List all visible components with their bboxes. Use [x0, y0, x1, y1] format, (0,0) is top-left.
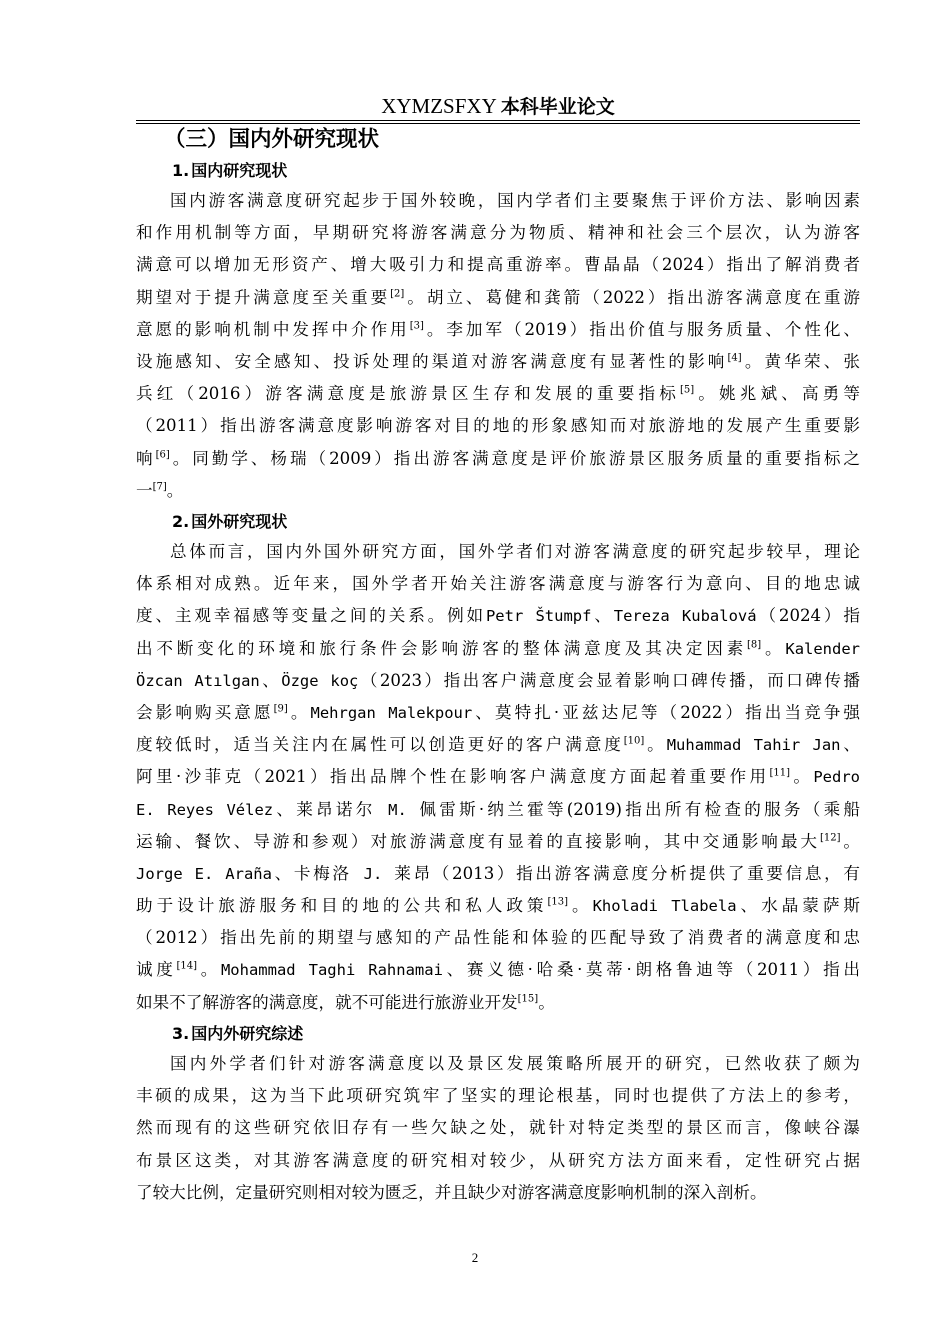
text-line: 会影响购买意愿[9]。Mehrgan Malekpour、莫特扎·亚兹达尼等（2022）指出当竞争强: [136, 702, 861, 722]
citation-marker: [4]: [727, 352, 742, 364]
latin-text: Tereza Kubalová: [613, 607, 757, 626]
section-title: （三）国内外研究现状: [164, 127, 380, 152]
text-line: 丰硕的成果，这为当下此项研究筑牢了坚实的理论根基，同时也提供了方法上的参考，: [136, 1086, 860, 1106]
subsection-number: 3.: [172, 1024, 190, 1043]
text-line: 国内游客满意度研究起步于国外较晚，国内学者们主要聚焦于评价方法、影响因素: [170, 191, 860, 210]
paragraph-foreign: [136, 536, 860, 1019]
citation-marker: [7]: [152, 481, 167, 493]
text-line: 诚度[14]。Mohammad Taghi Rahnamai、赛义德·哈桑·莫蒂·朗格鲁迪等（2011）指出: [136, 960, 860, 980]
latin-text: Petr Štumpf: [485, 607, 592, 626]
text-line: 布景区这类，对其游客满意度的研究相对较少，从研究方法方面来看，定性研究占据: [136, 1150, 860, 1170]
text-line: Özcan Atılgan、Özge koç（2023）指出客户满意度会显着影响口碑传播，而口碑传播: [136, 670, 861, 690]
subsection-title: 国外研究现状: [191, 512, 288, 531]
text-line: E. Reyes Vélez、莱昂诺尔 M. 佩雷斯·纳兰霍等(2019)指出所有检查的服务（乘船: [136, 799, 861, 819]
text-line: 出不断变化的环境和旅行条件会影响游客的整体满意度及其决定因素[8]。Kalender: [136, 638, 861, 658]
header-code: XYMZSFXY: [381, 94, 497, 118]
latin-text: Mehrgan Malekpour: [310, 703, 473, 722]
text-line: 兵红（2016）游客满意度是旅游景区生存和发展的重要指标[5]。姚兆斌、高勇等: [136, 384, 861, 404]
text-line: 如果不了解游客的满意度，就不可能进行旅游业开发[15]。: [136, 992, 555, 1012]
latin-text: E. Reyes Vélez: [136, 800, 274, 819]
subsection-heading-3: [172, 1020, 303, 1048]
latin-text: Muhammad Tahir Jan: [666, 736, 841, 755]
text-line: 总体而言，国内外国外研究方面，国外学者们对游客满意度的研究起步较早，理论: [170, 542, 860, 561]
page-header: [136, 92, 860, 121]
latin-text: Jorge E. Araña: [136, 864, 272, 883]
latin-text: Pedro: [813, 768, 860, 787]
citation-marker: [10]: [623, 735, 645, 747]
text-line: 体系相对成熟。近年来，国外学者开始关注游客满意度与游客行为意向、目的地忠诚: [136, 574, 860, 594]
header-title: 本科毕业论文: [500, 96, 615, 118]
citation-marker: [15]: [517, 993, 539, 1005]
text-line: 运输、餐饮、导游和参观）对旅游满意度有显着的直接影响，其中交通影响最大[12]。: [136, 831, 861, 851]
text-line: 阿里·沙菲克（2021）指出品牌个性在影响客户满意度方面起着重要作用[11]。Pedro: [136, 767, 860, 787]
citation-marker: [8]: [747, 639, 762, 651]
latin-text: M.: [375, 800, 420, 819]
text-line: 然而现有的这些研究依旧存有一些欠缺之处，就针对特定类型的景区而言，像峡谷瀑: [136, 1118, 860, 1138]
text-line: 一[7]。: [136, 480, 184, 500]
citation-marker: [2]: [390, 288, 405, 300]
subsection-title: 国内外研究综述: [191, 1024, 304, 1043]
citation-marker: [14]: [176, 960, 198, 972]
text-line: 满意可以增加无形资产、增大吸引力和提高重游率。曹晶晶（2024）指出了解消费者: [136, 255, 860, 275]
text-line: 度较低时，适当关注内在属性可以创造更好的客户满意度[10]。Muhammad Tahir Jan、: [136, 735, 861, 755]
paragraph-review: [136, 1048, 860, 1209]
latin-text: J.: [351, 864, 395, 883]
text-line: 响[6]。同勤学、杨瑞（2009）指出游客满意度是评价旅游景区服务质量的重要指标之: [136, 448, 861, 468]
citation-marker: [6]: [155, 448, 170, 460]
text-line: 意愿的影响机制中发挥中介作用[3]。李加军（2019）指出价值与服务质量、个性化、: [136, 319, 861, 339]
subsection-heading-2: [172, 508, 287, 536]
text-line: 了较大比例，定量研究则相对较为匮乏，并且缺少对游客满意度影响机制的深入剖析。: [136, 1182, 767, 1202]
text-line: 期望对于提升满意度至关重要[2]。胡立、葛健和龚箭（2022）指出游客满意度在重游: [136, 287, 861, 307]
page-number: 2: [471, 1250, 479, 1265]
text-line: （2011）指出游客满意度影响游客对目的地的形象感知而对旅游地的发展产生重要影: [136, 416, 860, 436]
text-line: 助于设计旅游服务和目的地的公共和私人政策[13]。Kholadi Tlabela、水晶蒙萨斯: [136, 896, 861, 916]
latin-text: Özcan Atılgan: [136, 671, 260, 690]
latin-text: Mohammad Taghi Rahnamai: [220, 961, 443, 980]
subsection-title: 国内研究现状: [191, 161, 288, 180]
citation-marker: [3]: [409, 320, 424, 332]
text-line: 度、主观幸福感等变量之间的关系。例如Petr Štumpf、Tereza Kubalová（2024）指: [136, 606, 860, 626]
text-line: 设施感知、安全感知、投诉处理的渠道对游客满意度有显著性的影响[4]。黄华荣、张: [136, 351, 861, 371]
citation-marker: [9]: [273, 703, 288, 715]
subsection-number: 2.: [172, 512, 190, 531]
latin-text: Kholadi Tlabela: [592, 897, 737, 916]
text-line: 和作用机制等方面，早期研究将游客满意分为物质、精神和社会三个层次，认为游客: [136, 223, 860, 243]
paragraph-domestic: [136, 185, 860, 507]
text-line: Jorge E. Araña、卡梅洛 J. 莱昂（2013）指出游客满意度分析提供了重要信息，有: [136, 863, 860, 883]
citation-marker: [13]: [547, 896, 569, 908]
citation-marker: [12]: [819, 832, 841, 844]
subsection-heading-1: [172, 157, 287, 185]
citation-marker: [11]: [769, 767, 790, 779]
latin-text: Kalender: [785, 639, 861, 658]
subsection-number: 1.: [172, 161, 190, 180]
text-line: 国内外学者们针对游客满意度以及景区发展策略所展开的研究，已然收获了颇为: [170, 1054, 860, 1073]
text-line: （2012）指出先前的期望与感知的产品性能和体验的匹配导致了消费者的满意度和忠: [136, 928, 860, 948]
latin-text: Özge koç: [281, 671, 359, 690]
citation-marker: [5]: [679, 384, 695, 396]
header-rule: [136, 120, 860, 121]
